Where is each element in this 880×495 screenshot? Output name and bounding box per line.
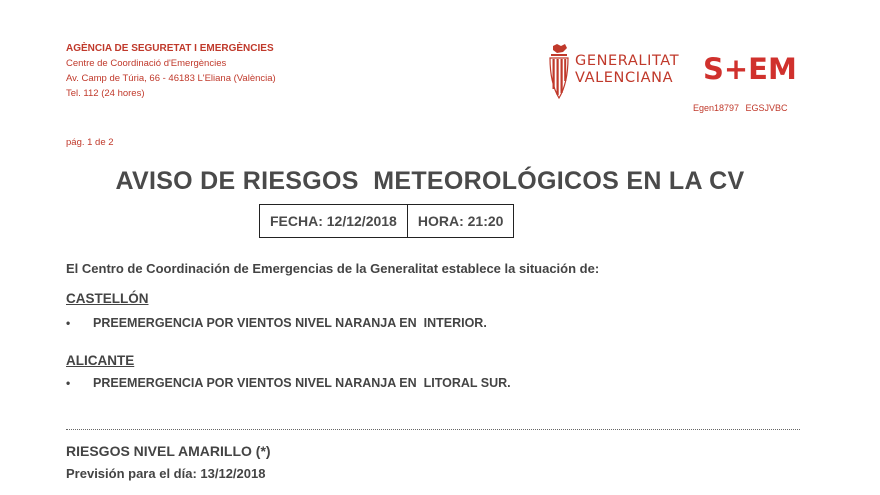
page-indicator: pág. 1 de 2 xyxy=(66,137,114,148)
list-item xyxy=(66,376,511,390)
coat-of-arms-icon xyxy=(545,44,573,100)
warning-text: PREEMERGENCIA POR VIENTOS NIVEL NARANJA EN LITORAL SUR. xyxy=(93,376,511,390)
page-title: AVISO DE RIESGOS METEOROLÓGICOS EN LA CV xyxy=(115,167,745,195)
generalitat-valenciana-logo xyxy=(545,44,685,100)
organization-block xyxy=(66,41,276,101)
bullet-icon: • xyxy=(66,376,71,390)
province-alicante: ALICANTE xyxy=(66,353,135,368)
intro-text: El Centro de Coordinación de Emergencias de la Generalitat establece la situación de: xyxy=(66,261,600,276)
time-cell: HORA: 21:20 xyxy=(407,205,514,237)
logo-line-1: GENERALITAT xyxy=(575,53,680,69)
bullet-icon: • xyxy=(66,316,71,330)
date-time-box xyxy=(259,204,514,238)
warning-text: PREEMERGENCIA POR VIENTOS NIVEL NARANJA EN INTERIOR. xyxy=(93,316,487,330)
address: Av. Camp de Túria, 66 - 46183 L'Eliana (València) xyxy=(66,73,276,84)
section-divider xyxy=(66,429,800,430)
sem-logo: S+EM xyxy=(703,52,797,86)
logo-line-2: VALENCIANA xyxy=(575,70,674,86)
forecast-date: Previsión para el día: 13/12/2018 xyxy=(66,466,266,481)
coordination-center: Centre de Coordinació d'Emergències xyxy=(66,58,227,69)
province-castellon: CASTELLÓN xyxy=(66,291,149,306)
document-code: Egen18797 EGSJVBC xyxy=(693,103,788,113)
phone: Tel. 112 (24 hores) xyxy=(66,88,145,99)
organization-name: AGÈNCIA DE SEGURETAT I EMERGÈNCIES xyxy=(66,43,274,54)
date-cell: FECHA: 12/12/2018 xyxy=(270,213,397,229)
list-item xyxy=(66,316,487,330)
logo-wordmark xyxy=(575,53,679,87)
yellow-risk-title: RIESGOS NIVEL AMARILLO (*) xyxy=(66,443,271,459)
